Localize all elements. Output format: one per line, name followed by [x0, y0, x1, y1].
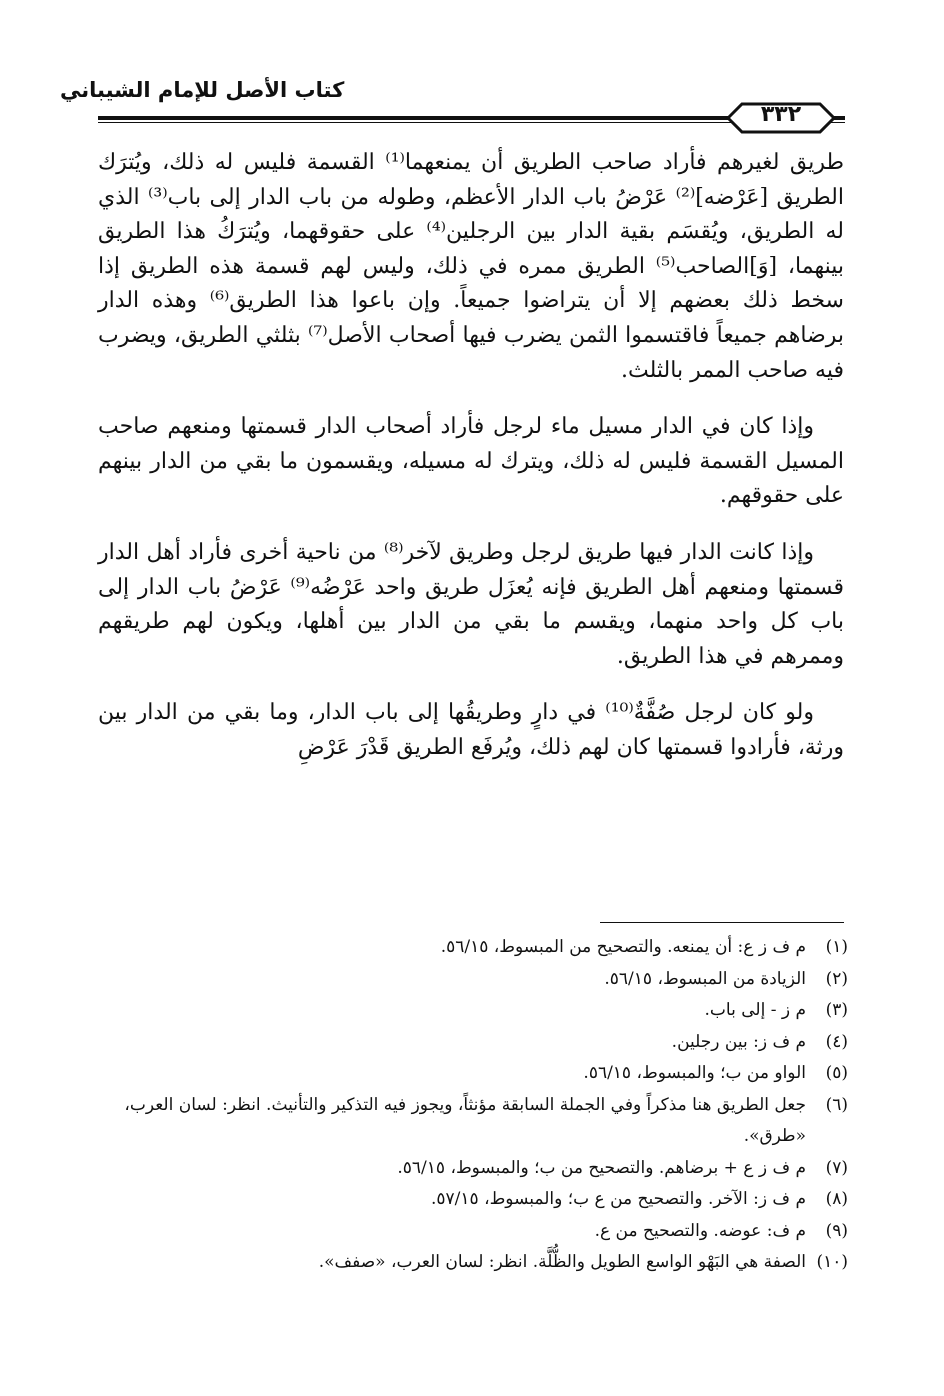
footnote-number: (١٠): [816, 1252, 848, 1272]
footnote-text: م ف ز: الآخر. والتصحيح من ع ب؛ والمبسوط، ٥٧/١٥.: [431, 1189, 806, 1209]
footnote-text: جعل الطريق هنا مذكراً وفي الجملة السابقة مؤنثاً، ويجوز فيه التذكير والتأنيث. انظر: لسان العرب، «طرق».: [124, 1094, 806, 1146]
footnote-number: (٢): [825, 968, 848, 989]
main-text: [98, 146, 844, 766]
footnote-number: (١): [825, 937, 848, 957]
footnote-separator: [600, 922, 844, 923]
footnote-text: م ف ز ع + برضاهم. والتصحيح من ب؛ والمبسوط، ٥٦/١٥.: [397, 1157, 806, 1178]
footnote-number: (٨): [825, 1189, 848, 1209]
paragraph-4: ولو كان لرجل صُفَّةٌ⁽¹⁰⁾ في دارٍ وطريقُها إلى باب الدار، وما بقي من الدار بين ورثة، فأرادوا قسمتها كان لهم ذلك، ويُرفَع الطريق قَدْرَ عَرْضِ: [98, 700, 844, 760]
footnote: [98, 1090, 848, 1153]
footnote: [98, 1216, 848, 1248]
footnote-number: (٦): [825, 1094, 848, 1115]
paragraph-2: وإذا كان في الدار مسيل ماء لرجل فأراد أصحاب الدار قسمتها ومنعهم صاحب المسيل القسمة فليس له ذلك، ويترك له مسيله، ويقسمون ما بقي من الدار بينهم على حقوقهم.: [98, 414, 844, 509]
footnote-text: م ز - إلى باب.: [704, 1000, 806, 1020]
footnote: [98, 995, 848, 1027]
footnote: [98, 1247, 848, 1279]
footnote: [98, 964, 848, 996]
footnote-number: (٥): [825, 1063, 848, 1083]
footnote: [98, 1027, 848, 1059]
footnote-number: (٧): [825, 1157, 848, 1178]
footnote-text: م ف ز ع: أن يمنعه. والتصحيح من المبسوط، ٥٦/١٥.: [440, 937, 806, 957]
footnote: [98, 932, 848, 964]
footnote-number: (٣): [825, 1000, 848, 1020]
running-header-title: كتاب الأصل للإمام الشيباني: [60, 78, 345, 102]
footnote-text: الصفة هي البَهْو الواسع الطويل والظُّلَّة. انظر: لسان العرب، «صفف».: [318, 1252, 806, 1272]
footnote-number: (٩): [825, 1220, 848, 1241]
page-number: ٣٣٢: [760, 102, 802, 127]
footnote-text: م ف: عوضه. والتصحيح من ع.: [594, 1220, 806, 1241]
footnote: [98, 1184, 848, 1216]
footnote-text: م ف ز: بين رجلين.: [671, 1031, 806, 1052]
footnotes: [98, 932, 848, 1279]
footnote-text: الواو من ب؛ والمبسوط، ٥٦/١٥.: [583, 1063, 806, 1083]
footnote-number: (٤): [825, 1031, 848, 1052]
paragraph-3: وإذا كانت الدار فيها طريق لرجل وطريق لآخر⁽⁸⁾ من ناحية أخرى فأراد أهل الدار قسمتها ومنعهم أهل الطريق فإنه يُعزَل طريق واحد عَرْضُه⁽⁹⁾ عَرْضُ باب الدار إلى باب كل واحد منهما، ويقسم ما بقي من الدار بين أهلها، ويكون لهم طريقهم وممرهم في هذا الطريق.: [98, 539, 844, 669]
footnote: [98, 1153, 848, 1185]
page-number-badge: [720, 100, 842, 136]
footnote-text: الزيادة من المبسوط، ٥٦/١٥.: [604, 968, 806, 989]
footnote: [98, 1058, 848, 1090]
paragraph-1: طريق لغيرهم فأراد صاحب الطريق أن يمنعهما⁽¹⁾ القسمة فليس له ذلك، ويُترَك الطريق [عَرْضه]⁽²⁾ عَرْضُ باب الدار الأعظم، وطوله من باب الدار إلى باب⁽³⁾ الذي له الطريق، ويُقسَم بقية الدار بين الرجلين⁽⁴⁾ على حقوقهما، ويُترَكُ هذا الطريق بينهما، [وَ]الصاحب⁽⁵⁾ الطريق ممره في ذلك، وليس لهم قسمة هذه الطريق إذا سخط ذلك بعضهم إلا أن يتراضوا جميعاً. وإن باعوا هذا الطريق⁽⁶⁾ وهذه الدار برضاهم جميعاً فاقتسموا الثمن يضرب فيها أصحاب الأصل⁽⁷⁾ بثلثي الطريق، ويضرب فيه صاحب الممر بالثلث.: [98, 150, 845, 383]
